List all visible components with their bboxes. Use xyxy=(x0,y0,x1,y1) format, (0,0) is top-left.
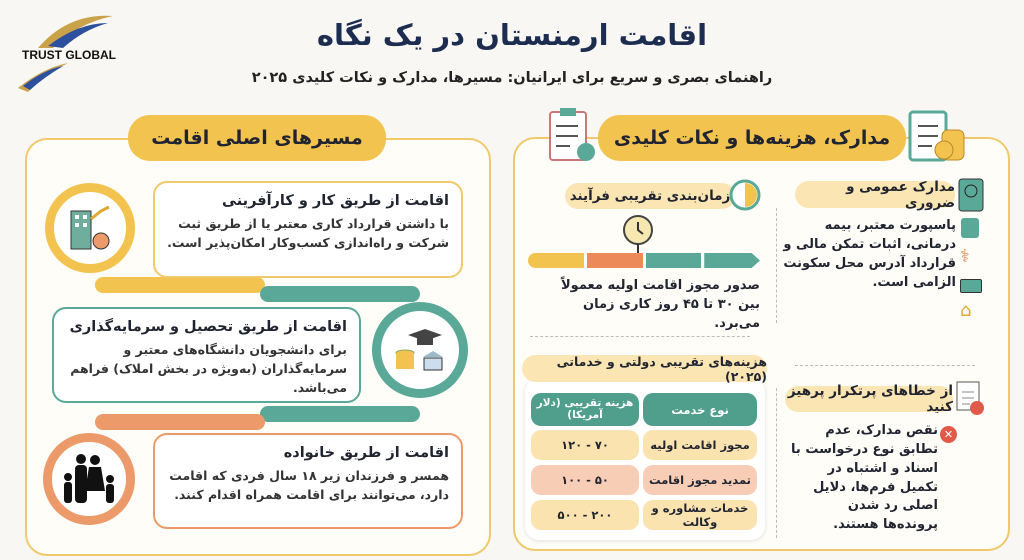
route-text: برای دانشجویان دانشگاه‌های معتبر و سرمایه‌گذاران (به‌ویژه در بخش املاک) فراهم می‌باشد. xyxy=(70,342,347,395)
route-card-family xyxy=(153,433,463,529)
stopwatch-icon xyxy=(728,178,762,212)
cost-service: مجوز اقامت اولیه xyxy=(643,430,757,460)
costs-title: هزینه‌های تقریبی دولتی و خدماتی (۲۰۲۵) xyxy=(522,355,767,382)
timeline-title: زمان‌بندی تقریبی فرآیند xyxy=(565,183,735,209)
route-icon-circle xyxy=(43,433,135,525)
route-card-study xyxy=(52,307,361,403)
route-title: اقامت از طریق کار و کارآفرینی xyxy=(222,193,449,209)
timeline-segment xyxy=(587,253,643,268)
errors-title: از خطاهای پرتکرار پرهیز کنید xyxy=(785,386,953,412)
divider xyxy=(530,336,750,337)
connector xyxy=(260,286,420,302)
timeline-bar xyxy=(528,253,760,268)
general-docs-text: پاسپورت معتبر، بیمه درمانی، اثبات تمکن مالی و قرارداد آدرس محل سکونت الزامی است. xyxy=(783,218,956,290)
connector xyxy=(260,406,420,422)
cost-value: ۷۰ - ۱۲۰ xyxy=(531,430,639,460)
route-card-work xyxy=(153,181,463,278)
error-x-icon: ✕ xyxy=(940,426,957,443)
divider xyxy=(795,365,975,366)
cost-header-price: هزینه تقریبی (دلار آمریکا) xyxy=(531,393,639,426)
graduation-bank-icon xyxy=(393,325,447,375)
logo xyxy=(8,8,118,93)
timeline-text: صدور مجوز اقامت اولیه معمولاً بین ۳۰ تا ۴۵ روز کاری زمان می‌برد. xyxy=(561,278,760,331)
divider xyxy=(776,208,777,323)
checklist-icon xyxy=(546,106,596,164)
routes-title: مسیرهای اصلی اقامت xyxy=(128,115,386,161)
cost-value: ۲۰۰ - ۵۰۰ xyxy=(531,500,639,530)
logo-text: TRUST GLOBAL xyxy=(22,48,116,62)
cost-service: خدمات مشاوره و وکالت xyxy=(643,500,757,530)
timeline-segment xyxy=(646,253,702,268)
passport-icon xyxy=(955,177,987,213)
route-icon-circle xyxy=(372,302,468,398)
page-subtitle: راهنمای بصری و سریع برای ایرانیان: مسیرها، مدارک و نکات کلیدی ۲۰۲۵ xyxy=(251,70,773,86)
checklist-coins-icon xyxy=(908,106,968,164)
route-text: همسر و فرزندان زیر ۱۸ سال فردی که اقامت دارد، می‌توانند برای اقامت همراه اقدام کنند. xyxy=(169,468,449,502)
passport-small-icon xyxy=(961,218,979,238)
route-title: اقامت از طریق خانواده xyxy=(283,445,449,461)
caduceus-icon: ⚕ xyxy=(960,246,970,267)
route-title: اقامت از طریق تحصیل و سرمایه‌گذاری xyxy=(69,319,347,335)
general-docs-title: مدارک عمومی و ضروری xyxy=(795,181,955,208)
cost-value: ۵۰ - ۱۰۰ xyxy=(531,465,639,495)
home-icon: ⌂ xyxy=(960,300,972,321)
timeline-segment xyxy=(704,253,760,268)
page-title: اقامت ارمنستان در یک نگاه xyxy=(316,18,708,52)
cost-header-service: نوع خدمت xyxy=(643,393,757,426)
connector xyxy=(95,277,265,293)
divider xyxy=(776,388,777,538)
docs-title: مدارک، هزینه‌ها و نکات کلیدی xyxy=(598,115,906,161)
route-text: با داشتن قرارداد کاری معتبر یا از طریق ثبت شرکت و راه‌اندازی کسب‌وکار امکان‌پذیر است. xyxy=(167,216,449,250)
family-icon xyxy=(61,451,117,507)
route-icon-circle xyxy=(45,183,135,273)
cost-service: تمدید مجوز اقامت xyxy=(643,465,757,495)
timeline-segment xyxy=(528,253,584,268)
errors-text: نقص مدارک، عدم تطابق نوع درخواست با اسناد و اشتباه در تکمیل فرم‌ها، دلایل اصلی رد شدن پرونده‌ها هستند. xyxy=(791,423,938,533)
card-icon xyxy=(960,279,982,293)
building-gear-icon xyxy=(65,203,115,253)
connector xyxy=(95,414,265,430)
document-error-icon xyxy=(953,380,987,418)
